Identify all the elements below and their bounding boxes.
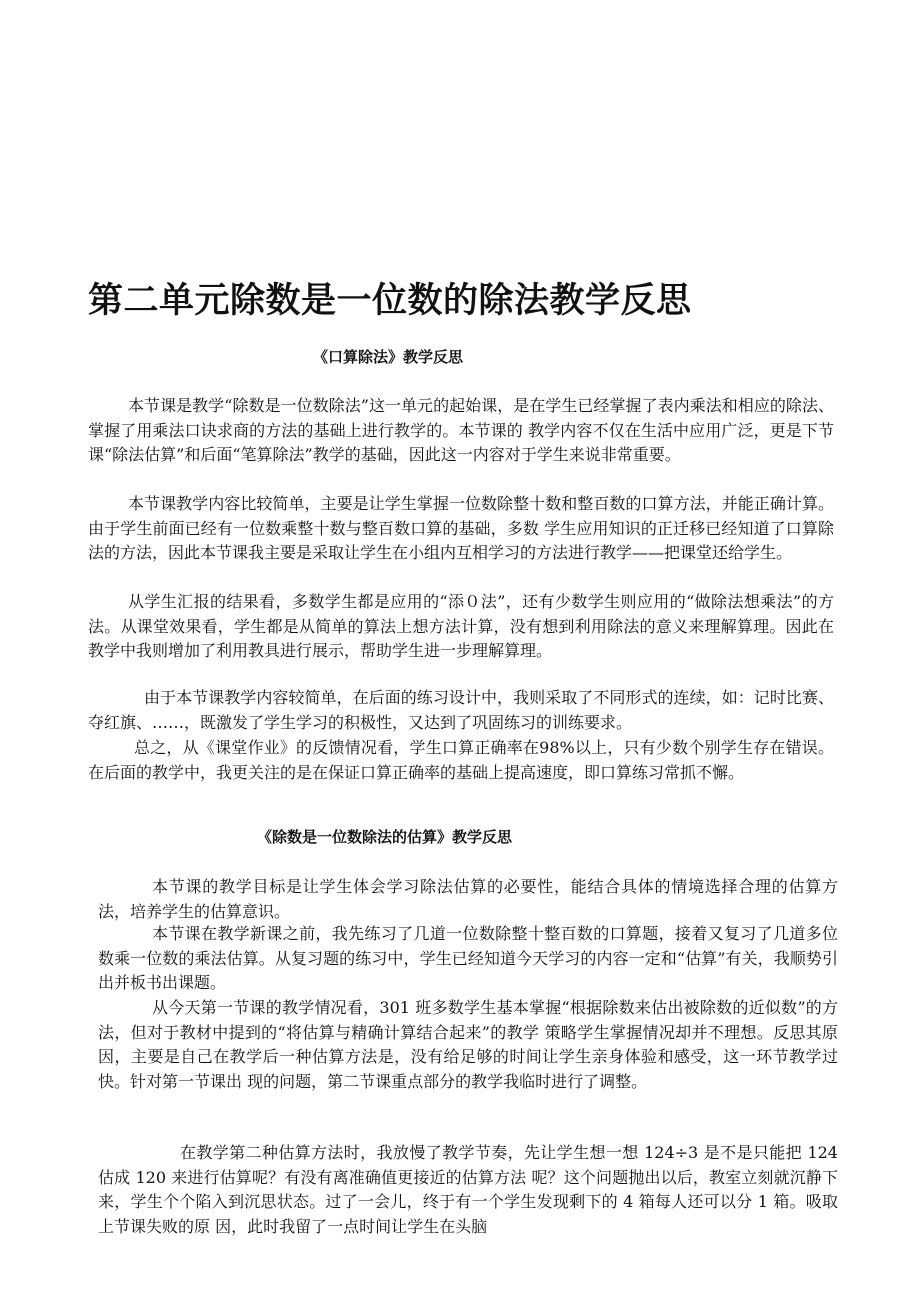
section-1-paragraph-5: 总之，从《课堂作业》的反馈情况看，学生口算正确率在98%以上，只有少数个别学生存在错误。在后面的教学中，我更关注的是在保证口算正确率的基础上提高速度，即口算练习常抓不懈。: [88, 738, 834, 782]
section-2-paragraph-4: 在教学第二种估算方法时，我放慢了教学节奏，先让学生想一想 124÷3 是不是只能把 124 估成 120 来进行估算呢？有没有离准确值更接近的估算方法 呢？这个问题抛出以后，教室立刻就沉静下来，学生个个陷入到沉思状态。过了一会儿，终于有一个学生发现剩下的 4 箱每人还可以分 1 箱。吸取上节课失败的原 因，此时我留了一点时间让学生在头脑: [98, 1143, 838, 1236]
section-1-paragraph-3: 从学生汇报的结果看，多数学生都是应用的“添０法”，还有少数学生则应用的“做除法想乘法”的方法。从课堂效果看，学生都是从简单的算法上想方法计算，没有想到利用除法的意义来理解算理。因此在教学中我则增加了利用教具进行展示，帮助学生进一步理解算理。: [88, 592, 834, 661]
document-title: 第二单元除数是一位数的除法教学反思: [88, 281, 692, 321]
section-2-paragraph-2: 本节课在教学新课之前，我先练习了几道一位数除整十整百数的口算题，接着又复习了几道多位数乘一位数的乘法估算。从复习题的练习中，学生已经知道今天学习的内容一定和“估算”有关，我顺势引出并板书出课题。: [98, 924, 838, 993]
section-1-paragraph-2: 本节课教学内容比较简单，主要是让学生掌握一位数除整十数和整百数的口算方法，并能正确计算。由于学生前面已经有一位数乘整十数与整百数口算的基础，多数 学生应用知识的正迁移已经知道了口算除法的方法，因此本节课我主要是采取让学生在小组内互相学习的方法进行教学——把课堂还给学生。: [88, 494, 834, 563]
section-2-heading: 《除数是一位数除法的估算》教学反思: [257, 828, 513, 846]
section-2-paragraph-3: 从今天第一节课的教学情况看，301 班多数学生基本掌握“根据除数来估出被除数的近似数”的方法，但对于教材中提到的“将估算与精确计算结合起来”的教学 策略学生掌握情况却并不理想。反思其原因，主要是自己在教学后一种估算方法是，没有给足够的时间让学生亲身体验和感受，这一环节教学过快。针对第一节课出 现的问题，第二节课重点部分的教学我临时进行了调整。: [98, 998, 838, 1091]
section-1-heading: 《口算除法》教学反思: [313, 348, 464, 366]
section-1-paragraph-4: 由于本节课教学内容较简单，在后面的练习设计中，我则采取了不同形式的连续，如：记时比赛、夺红旗、……，既激发了学生学习的积极性，又达到了巩固练习的训练要求。: [88, 688, 834, 732]
section-2-paragraph-1: 本节课的教学目标是让学生体会学习除法估算的必要性，能结合具体的情境选择合理的估算方法，培养学生的估算意识。: [98, 877, 838, 921]
section-1-paragraph-1: 本节课是教学“除数是一位数除法”这一单元的起始课，是在学生已经掌握了表内乘法和相应的除法、掌握了用乘法口诀求商的方法的基础上进行教学的。本节课的 教学内容不仅在生活中应用广泛，更是下节课“除法估算”和后面“笔算除法”教学的基础，因此这一内容对于学生来说非常重要。: [88, 396, 834, 465]
